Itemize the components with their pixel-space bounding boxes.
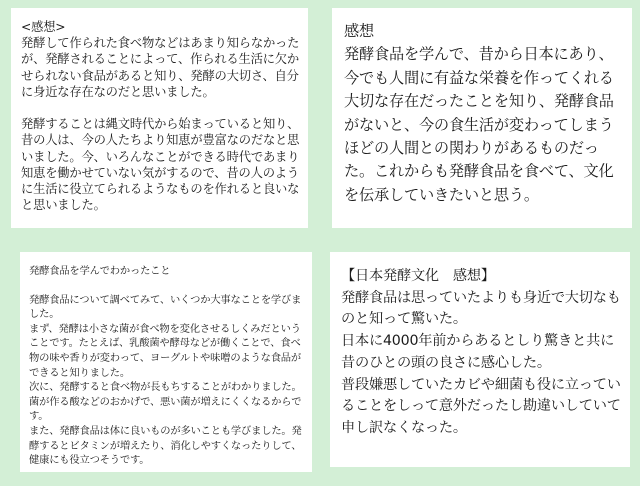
card-text: まず、発酵は小さな菌が食べ物を変化させるしくみだということです。たとえば、乳酸菌や酵母などが働くことで、食べ物の味や香りが変わって、ヨーグルトや味噌のような食品ができると知りました。 <box>29 322 301 379</box>
comment-card-4 <box>330 252 630 467</box>
card-title: <感想> <box>21 20 66 34</box>
card-text: 発酵食品を学んで、昔から日本にあり、今でも人間に有益な栄養を作ってくれる大切な存在だったことを知り、発酵食品がないと、今の食生活が変わってしまうほどの人間との関わりがあるものだった。これからも発酵食品を食べて、文化を伝承していきたいと思う。 <box>344 45 614 204</box>
comment-card-1 <box>11 8 308 228</box>
card-title: 感想 <box>344 22 374 40</box>
comment-card-2 <box>332 8 632 228</box>
card-title: 発酵食品を学んでわかったこと <box>29 265 171 277</box>
card-text: 発酵して作られた食べ物などはあまり知らなかったが、発酵されることによって、作られる生活に欠かせられない食品があると知り、発酵の大切さ、自分に身近な存在なのだと思いました。 <box>21 36 300 99</box>
card-text: 日本に4000年前からあるとしり驚きと共に昔のひとの頭の良さに感心した。 <box>341 333 615 371</box>
card-text: また、発酵食品は体に良いものが多いことも学びました。発酵するとビタミンが増えたり、消化しやすくなったりして、健康にも役立つそうです。 <box>29 424 302 467</box>
card-blank-line <box>21 100 300 116</box>
card-text: 発酵食品について調べてみて、いくつか大事なことを学びました。 <box>29 293 302 321</box>
card-text: 発酵食品は思っていたよりも身近で大切なものと知って驚いた。 <box>341 289 621 328</box>
card-text: 発酵することは縄文時代から始まっていると知り、昔の人は、今の人たちより知恵が豊富なのだなと思いました。今、いろんなことができる時代であまり知恵を働かせていない気がするので、昔の人のように生活に役立てられるようなものを作れると良いなと思いました。 <box>21 117 300 213</box>
comment-card-3 <box>20 252 312 472</box>
card-title: 【日本発酵文化 感想】 <box>341 268 495 284</box>
card-text: 普段嫌悪していたカビや細菌も役に立っていることをしって意外だったし勘違いしていて申し訳なくなった。 <box>341 376 621 436</box>
card-text: 次に、発酵すると食べ物が長もちすることがわかりました。菌が作る酸などのおかげで、悪い菌が増えにくくなるからです。 <box>29 381 302 423</box>
